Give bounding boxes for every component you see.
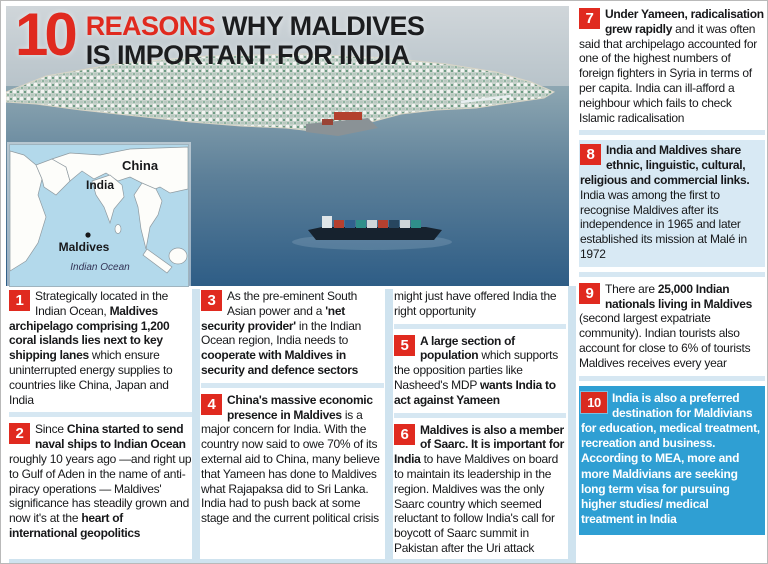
- point-6-number-badge: 6: [394, 424, 415, 445]
- point-10: [579, 386, 765, 536]
- headline-title-red: REASONS: [85, 11, 216, 41]
- point-3: [201, 289, 384, 378]
- point-7-number-badge: 7: [579, 8, 600, 29]
- point-4: [201, 393, 384, 526]
- column-4: [579, 7, 765, 561]
- point-10-number-badge: 10: [581, 392, 607, 413]
- point-10-text: India is also a preferred destination for Maldivians for education, medical treatment, recreation and business. According to MEA, more and more Maldivians are seeking long term visa for pursuing higher studies/ medical treatment in India: [581, 390, 760, 527]
- point-6: [394, 423, 566, 556]
- map-label-india: India: [85, 178, 115, 192]
- point-2-number-badge: 2: [9, 423, 30, 444]
- point-4-text: China's massive economic presence in Maldives is a major concern for India. With the country now said to owe 70% of its external aid to China, many believe that Yameen has done to Maldives what Rajapaksa did to Sri Lanka. India had to push back at some stage and the current political crisis: [201, 392, 380, 526]
- column-3: [394, 289, 566, 561]
- column-divider: [385, 289, 393, 564]
- point-8: [579, 140, 765, 266]
- map-label-maldives: Maldives: [58, 240, 110, 254]
- harbor-cranes: [334, 112, 362, 120]
- headline-title-line1: WHY MALDIVES: [215, 11, 425, 41]
- map-label-indian-ocean: Indian Ocean: [70, 262, 130, 273]
- point-3-text: As the pre-eminent South Asian power and a 'net security provider' in the Indian Ocean region, India needs to cooperate with Maldives in security and defence sectors: [201, 289, 362, 377]
- point-9-text: There are 25,000 Indian nationals living in Maldives (second largest expatriate community). Indian tourists also account for close to 6% of tourists Maldives receives every year: [579, 281, 752, 370]
- separator: [394, 413, 566, 418]
- point-9: [579, 282, 765, 371]
- separator: [579, 130, 765, 135]
- point-6-text: Maldives is also a member of Saarc. It is important for India to have Maldives on board to maintain its leadership in the region. Maldives was the only Saarc country which seemed reluctant to follow India's call for boycott of Saarc summit in Pakistan after the Uri attack: [394, 422, 564, 555]
- column-1: [9, 289, 192, 561]
- point-1: [9, 289, 192, 407]
- harbor-crane-small: [322, 119, 333, 125]
- maldives-location-dot: [85, 232, 90, 237]
- point-9-number-badge: 9: [579, 283, 600, 304]
- headline-title-line2: IS IMPORTANT FOR INDIA: [85, 39, 410, 70]
- column-2: [201, 289, 384, 561]
- point-1-number-badge: 1: [9, 290, 30, 311]
- point-8-text: India and Maldives share ethnic, linguistic, cultural, religious and commercial links. India was among the first to recognise Maldives after its independence in 1965 and later established its mission at Malé in 1972: [580, 143, 750, 261]
- point-8-number-badge: 8: [580, 144, 601, 165]
- headline-number: 10: [15, 1, 74, 68]
- point-5-text: A large section of population which supports the opposition parties like Nasheed's MDP wants India to act against Yameen: [394, 333, 558, 407]
- map-label-china: China: [121, 158, 159, 173]
- column-divider: [192, 289, 200, 564]
- locator-map: [9, 144, 189, 287]
- separator: [9, 412, 192, 417]
- separator: [394, 324, 566, 329]
- point-7-text: Under Yameen, radicalisation grew rapidly and it was often said that archipelago accounted for one of the highest numbers of foreign fighters in Syria in terms of per capita. India can ill-afford a neighbour which fails to check Islamic radicalisation: [579, 7, 764, 125]
- point-5: [394, 334, 566, 408]
- point-5-number-badge: 5: [394, 335, 415, 356]
- separator: [579, 272, 765, 277]
- point-3-number-badge: 3: [201, 290, 222, 311]
- column-divider: [568, 286, 576, 564]
- point-2-text: Since China started to send naval ships to Indian Ocean roughly 10 years ago —and right up to Gulf of Aden in the name of anti-piracy operations — Maldives' significance has steadily grown and now it's at the heart of international geopolitics: [9, 422, 192, 540]
- separator: [579, 376, 765, 381]
- point-1-text: Strategically located in the Indian Ocean, Maldives archipelago comprising 1,200 coral islands lies next to key shipping lanes which ensure uninterrupted energy supplies to countries like China, Japan and India: [9, 289, 173, 407]
- separator: [201, 383, 384, 388]
- point-2: [9, 422, 192, 540]
- point-4-continuation: might just have offered India the right opportunity: [394, 289, 557, 318]
- point-7: [579, 7, 765, 125]
- point-4-number-badge: 4: [201, 394, 222, 415]
